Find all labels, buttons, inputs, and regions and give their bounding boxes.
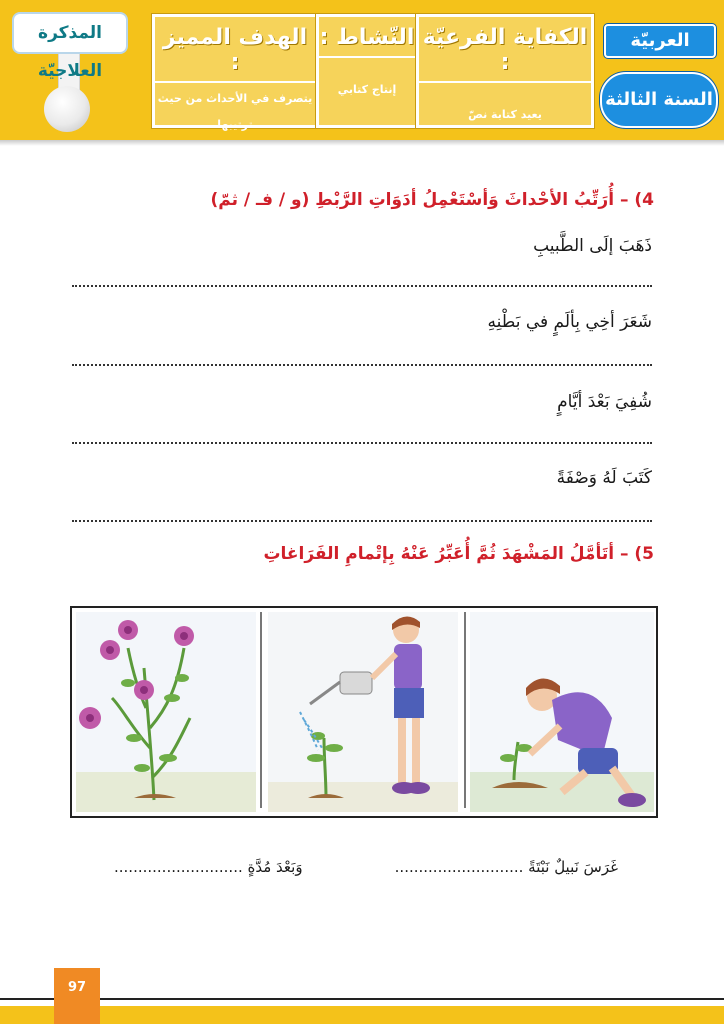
subject-badge: العربيّة xyxy=(604,24,716,58)
header-shadow xyxy=(0,140,724,146)
footer-rule xyxy=(0,998,724,1000)
sentence-4: كَتَبَ لَهُ وَصْفَةً xyxy=(556,468,652,488)
question5-title: 5) – أتَأمَّلُ المَشْهَدَ ثُمَّ أُعَبِّرُ عَنْهُ بِإتْمامِ الفَرَاغاتِ xyxy=(263,544,654,564)
sub-competence-title: الكفاية الفرعيّة : xyxy=(422,25,588,75)
answer-line-3[interactable] xyxy=(72,442,652,444)
sentence-3: شُفِيَ بَعْدَ أيَّامٍ xyxy=(557,392,652,412)
answer-line-4[interactable] xyxy=(72,520,652,522)
question4-title: 4) – أُرَتِّبُ الأحْداثَ وَأسْتَعْمِلُ أدَوَاتِ الرَّبْطِ (و / فـ / ثمّ) xyxy=(210,190,654,210)
sub-competence-box xyxy=(416,14,594,128)
sentence-1: ذَهَبَ إلَى الطَّبيبِ xyxy=(533,236,652,256)
activity-title: النّشاط : xyxy=(319,25,415,50)
memo-label: المذكرة العلاجيّة xyxy=(14,14,126,52)
activity-box xyxy=(316,14,418,128)
answer-line-2[interactable] xyxy=(72,364,652,366)
sub-competence-text: يعيد كتابة نصّ xyxy=(468,108,542,121)
memo-ball-icon xyxy=(44,86,90,132)
answer-line-1[interactable] xyxy=(72,285,652,287)
activity-text: إنتاج كتابي xyxy=(337,83,397,96)
goal-title: الهدف المميز : xyxy=(162,25,308,75)
completion-part2[interactable]: وَبَعْدَ مُدَّةٍ ........................... xyxy=(114,858,303,876)
goal-text-line2: ترتيبها xyxy=(217,118,253,131)
sentence-2: شَعَرَ أخِي بِألَمٍ في بَطْنِهِ xyxy=(487,312,652,332)
scene-illustration xyxy=(72,608,656,816)
completion-part1[interactable]: غَرَسَ نَبيلٌ نَبْتَةً ........................... xyxy=(394,858,618,876)
page-number: 97 xyxy=(54,968,100,1024)
grade-badge: السنة الثالثة xyxy=(600,72,718,128)
footer-bar xyxy=(0,1006,724,1024)
goal-text-line1: يتصرف في الأحداث من حيث xyxy=(157,92,313,105)
scene-frame xyxy=(70,606,658,818)
goal-box xyxy=(152,14,318,131)
